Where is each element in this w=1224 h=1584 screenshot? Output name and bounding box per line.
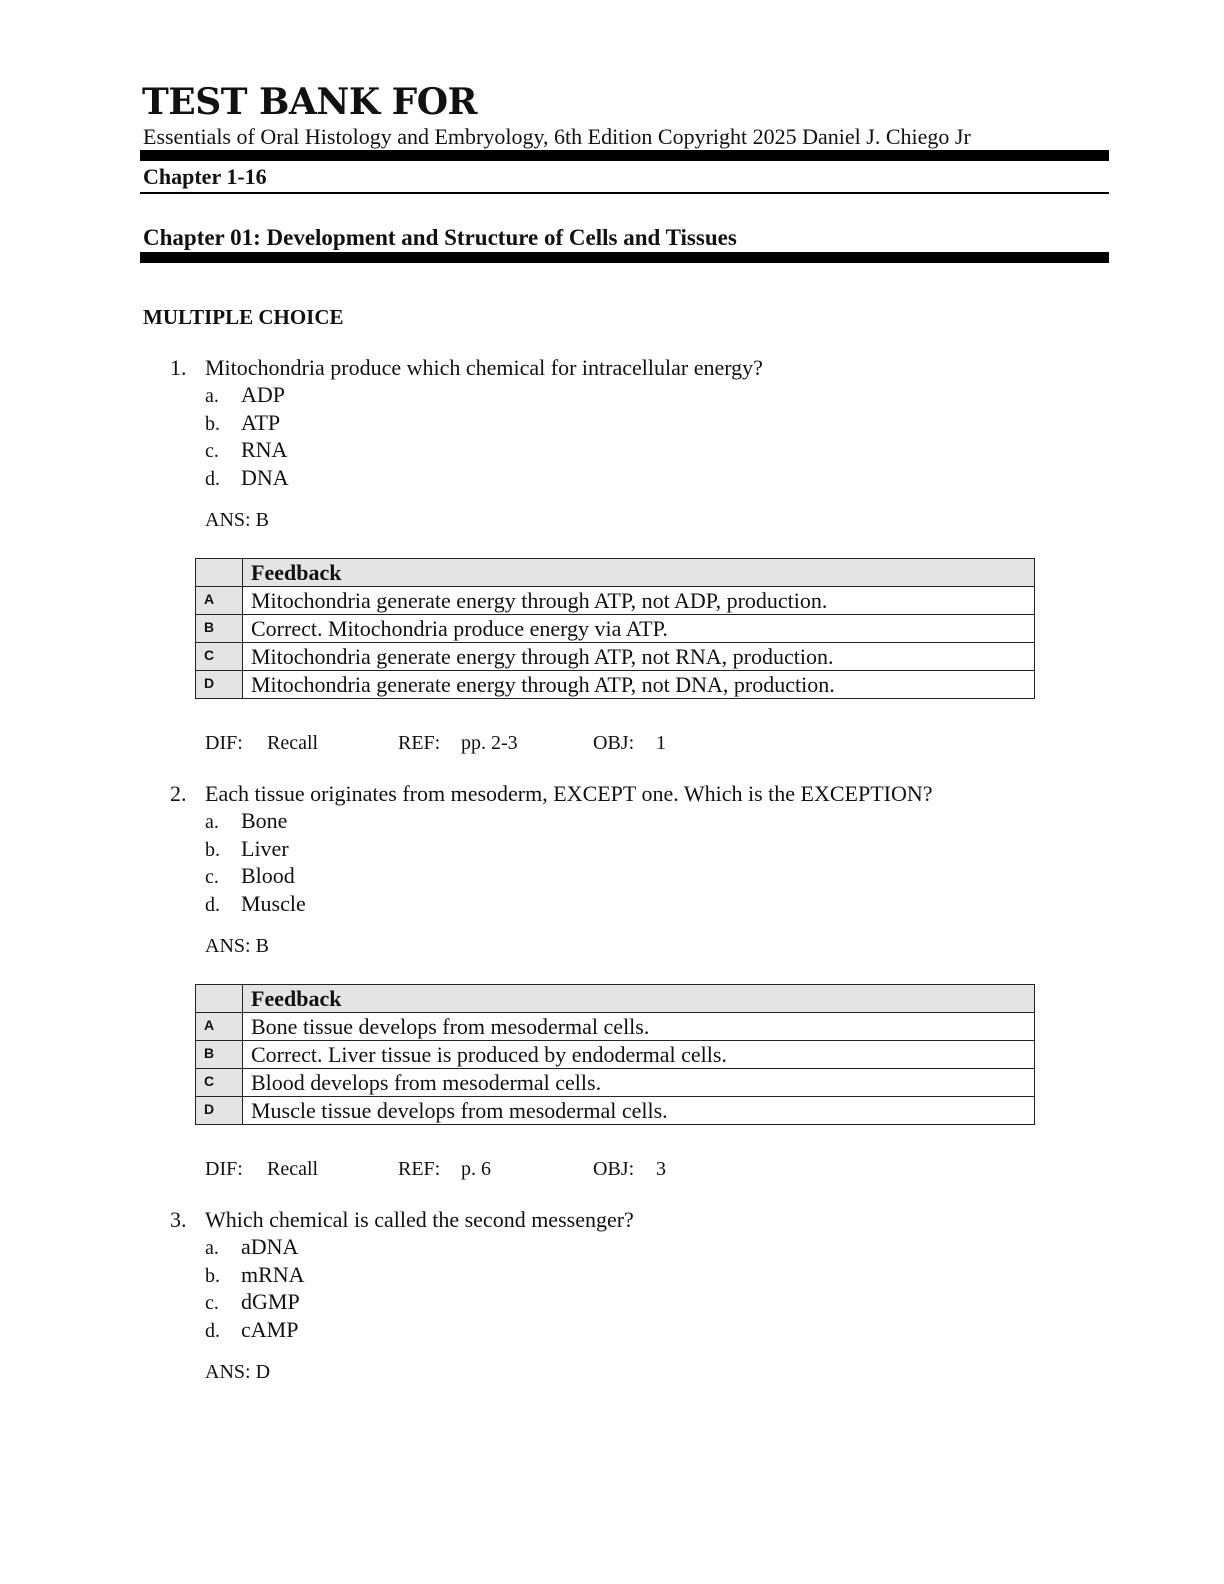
obj-value: 3	[656, 1158, 666, 1180]
answer-options	[205, 382, 289, 492]
option-b: b. Liver	[205, 835, 289, 861]
feedback-row: B Correct. Liver tissue is produced by endodermal cells.	[196, 1041, 1035, 1069]
answer-key: ANS: B	[205, 509, 269, 531]
answer-options	[205, 1234, 305, 1344]
dif-label: DIF:	[205, 732, 243, 754]
feedback-header-row	[196, 985, 1035, 1013]
chapter-title-divider	[140, 252, 1109, 263]
page-title: TEST BANK FOR	[142, 81, 477, 123]
answer-options	[205, 808, 306, 918]
feedback-table	[195, 558, 1035, 699]
question-text: Each tissue originates from mesoderm, EXCEPT one. Which is the EXCEPTION?	[205, 781, 933, 806]
option-d: d. cAMP	[205, 1316, 299, 1342]
obj-label: OBJ:	[593, 732, 635, 754]
chapter-range: Chapter 1-16	[143, 164, 267, 189]
question-number: 3.	[170, 1207, 187, 1232]
obj-value: 1	[656, 732, 666, 754]
header-divider	[140, 150, 1109, 161]
feedback-header: Feedback	[243, 985, 1035, 1013]
question-stem	[170, 355, 763, 381]
option-d: d. Muscle	[205, 890, 306, 916]
option-b: b. mRNA	[205, 1261, 305, 1287]
option-a: a. Bone	[205, 808, 288, 833]
option-b: b. ATP	[205, 409, 281, 435]
option-d: d. DNA	[205, 464, 289, 490]
question-stem	[170, 1207, 634, 1233]
feedback-row: C Blood develops from mesodermal cells.	[196, 1069, 1035, 1097]
option-a: a. ADP	[205, 382, 286, 407]
feedback-table	[195, 984, 1035, 1125]
question-number: 1.	[170, 355, 187, 380]
option-c: c. dGMP	[205, 1289, 300, 1314]
dif-value: Recall	[267, 732, 319, 754]
chapter-range-divider	[140, 192, 1109, 194]
obj-label: OBJ:	[593, 1158, 635, 1180]
section-heading: MULTIPLE CHOICE	[143, 305, 344, 329]
feedback-row: D Muscle tissue develops from mesodermal cells.	[196, 1097, 1035, 1125]
question-text: Mitochondria produce which chemical for intracellular energy?	[205, 355, 763, 380]
answer-key: ANS: D	[205, 1361, 271, 1383]
feedback-header-row	[196, 559, 1035, 587]
answer-key: ANS: B	[205, 935, 269, 957]
book-subtitle: Essentials of Oral Histology and Embryology, 6th Edition Copyright 2025 Daniel J. Chiego Jr	[143, 124, 971, 149]
ref-label: REF:	[398, 732, 441, 754]
dif-value: Recall	[267, 1158, 319, 1180]
ref-value: p. 6	[461, 1158, 491, 1180]
feedback-row: B Correct. Mitochondria produce energy via ATP.	[196, 615, 1035, 643]
feedback-header: Feedback	[243, 559, 1035, 587]
feedback-row: C Mitochondria generate energy through ATP, not RNA, production.	[196, 643, 1035, 671]
option-a: a. aDNA	[205, 1234, 299, 1259]
chapter-title: Chapter 01: Development and Structure of Cells and Tissues	[143, 225, 737, 250]
feedback-row: A Bone tissue develops from mesodermal cells.	[196, 1013, 1035, 1041]
option-c: c. RNA	[205, 437, 288, 462]
ref-value: pp. 2-3	[461, 732, 518, 754]
feedback-row: A Mitochondria generate energy through ATP, not ADP, production.	[196, 587, 1035, 615]
question-text: Which chemical is called the second messenger?	[205, 1207, 634, 1232]
dif-label: DIF:	[205, 1158, 243, 1180]
feedback-row: D Mitochondria generate energy through ATP, not DNA, production.	[196, 671, 1035, 699]
question-number: 2.	[170, 781, 187, 806]
question-stem	[170, 781, 933, 807]
option-c: c. Blood	[205, 863, 295, 888]
ref-label: REF:	[398, 1158, 441, 1180]
